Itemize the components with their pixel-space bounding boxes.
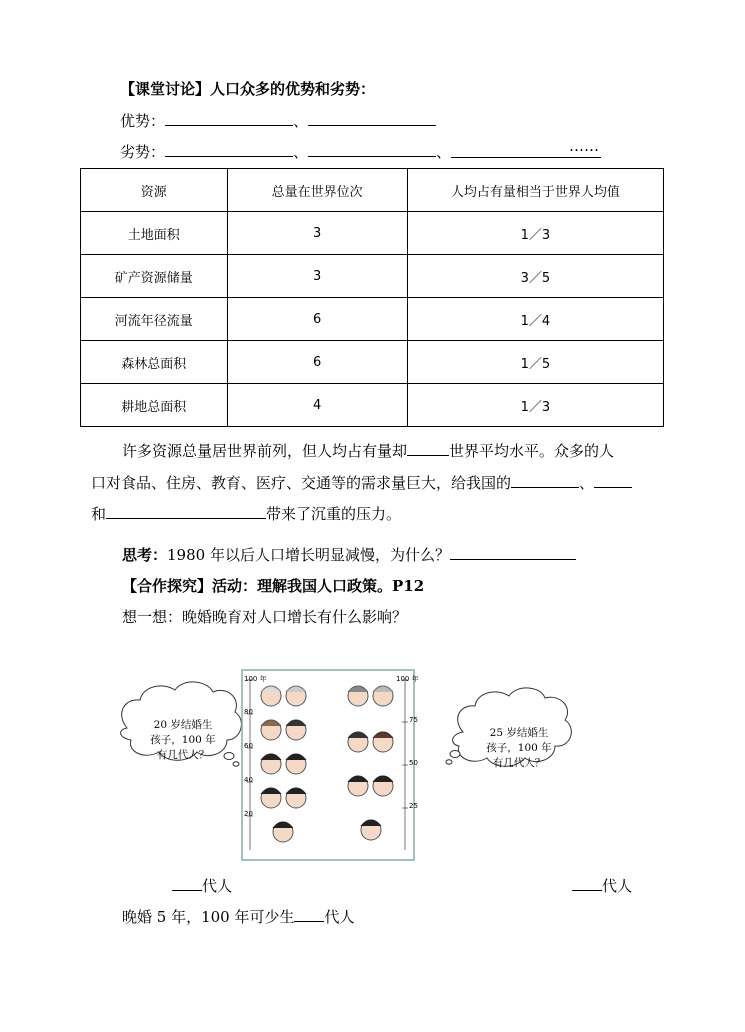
table-cell-resource: 河流年径流量 xyxy=(81,298,228,341)
paragraph-text: 、 xyxy=(579,474,595,492)
table-cell-per-capita: 1／3 xyxy=(407,384,663,427)
paragraph-blank-3[interactable] xyxy=(594,473,632,488)
table-cell-rank: 3 xyxy=(227,212,407,255)
paragraph-line-3 xyxy=(91,503,401,524)
cons-separator-2: 、 xyxy=(436,143,452,161)
late-marriage-text: 晚婚 5 年，100 年可少生 xyxy=(122,908,295,926)
table-cell-resource: 土地面积 xyxy=(81,212,228,255)
cons-line xyxy=(120,137,601,162)
table-cell-rank: 6 xyxy=(227,341,407,384)
right-tick-100: 100 年 xyxy=(396,675,419,683)
pros-label: 优势： xyxy=(120,112,166,130)
resource-table xyxy=(80,168,664,427)
right-tick-50: 50 xyxy=(409,759,418,767)
think-line xyxy=(122,544,576,565)
pros-blank-2[interactable] xyxy=(308,111,436,126)
left-tick-40: 40 xyxy=(244,776,253,784)
paragraph-text: 和 xyxy=(91,505,107,523)
pros-line xyxy=(120,110,436,131)
table-row xyxy=(81,255,664,298)
left-bubble-text xyxy=(135,718,231,763)
pros-blank-1[interactable] xyxy=(165,111,293,126)
paragraph-text: 世界平均水平。众多的人 xyxy=(449,442,615,460)
think-blank[interactable] xyxy=(450,545,576,560)
table-row xyxy=(81,298,664,341)
left-tick-60: 60 xyxy=(244,742,253,750)
cons-blank-2[interactable] xyxy=(308,142,436,157)
table-row xyxy=(81,212,664,255)
right-bubble-line: 25 岁结婚生 xyxy=(489,727,549,739)
table-cell-resource: 矿产资源储量 xyxy=(81,255,228,298)
think-label: 思考： xyxy=(122,546,168,564)
think-text: 1980 年以后人口增长明显减慢，为什么？ xyxy=(167,546,450,564)
table-cell-rank: 4 xyxy=(227,384,407,427)
left-tick-100: 100 年 xyxy=(244,675,267,683)
left-bubble-line: 孩子，100 年 xyxy=(150,734,216,746)
table-header-per-capita: 人均占有量相当于世界人均值 xyxy=(407,169,663,212)
paragraph-line-1 xyxy=(122,440,614,461)
discussion-heading: 【课堂讨论】人口众多的优势和劣势： xyxy=(120,80,376,98)
paragraph-line-2 xyxy=(91,472,632,493)
cons-ellipsis: …… xyxy=(569,137,600,155)
table-header-resource: 资源 xyxy=(81,169,228,212)
left-answer-blank[interactable] xyxy=(172,876,202,891)
paragraph-blank-1[interactable] xyxy=(407,441,449,456)
late-marriage-suffix: 代人 xyxy=(324,908,355,926)
paragraph-blank-4[interactable] xyxy=(106,504,266,519)
paragraph-text: 许多资源总量居世界前列，但人均占有量却 xyxy=(122,442,408,460)
table-header-rank: 总量在世界位次 xyxy=(227,169,407,212)
right-bubble-text xyxy=(470,726,568,771)
paragraph-blank-2[interactable] xyxy=(511,473,579,488)
table-cell-resource: 耕地总面积 xyxy=(81,384,228,427)
right-answer-blank[interactable] xyxy=(572,876,602,891)
cooperate-question: 想一想：晚婚晚育对人口增长有什么影响？ xyxy=(122,608,408,626)
cons-label: 劣势： xyxy=(120,143,166,161)
table-row xyxy=(81,384,664,427)
left-bubble-line: 有几代人？ xyxy=(156,749,210,761)
right-bubble-line: 孩子，100 年 xyxy=(486,742,552,754)
late-marriage-line xyxy=(122,906,355,927)
paragraph-text: 口对食品、住房、教育、医疗、交通等的需求量巨大，给我国的 xyxy=(91,474,512,492)
pros-separator: 、 xyxy=(293,112,309,130)
cons-blank-3[interactable] xyxy=(451,137,601,158)
right-answer xyxy=(572,875,632,896)
table-cell-per-capita: 1／5 xyxy=(407,341,663,384)
right-answer-suffix: 代人 xyxy=(602,877,633,895)
left-tick-20: 20 xyxy=(244,810,253,818)
cooperate-heading: 【合作探究】活动：理解我国人口政策。P12 xyxy=(122,577,425,595)
table-cell-resource: 森林总面积 xyxy=(81,341,228,384)
left-answer xyxy=(172,875,232,896)
left-tick-80: 80 xyxy=(244,708,253,716)
table-cell-per-capita: 3／5 xyxy=(407,255,663,298)
right-tick-25: 25 xyxy=(409,802,418,810)
table-header-row xyxy=(81,169,664,212)
left-bubble-line: 20 岁结婚生 xyxy=(153,719,213,731)
table-row xyxy=(81,341,664,384)
paragraph-text: 带来了沉重的压力。 xyxy=(266,505,402,523)
late-marriage-blank[interactable] xyxy=(294,907,324,922)
right-tick-75: 75 xyxy=(409,716,418,724)
table-cell-per-capita: 1／3 xyxy=(407,212,663,255)
table-cell-rank: 3 xyxy=(227,255,407,298)
cons-blank-1[interactable] xyxy=(165,142,293,157)
table-cell-per-capita: 1／4 xyxy=(407,298,663,341)
left-answer-suffix: 代人 xyxy=(202,877,233,895)
table-cell-rank: 6 xyxy=(227,298,407,341)
right-bubble-line: 有几代人？ xyxy=(492,757,546,769)
cons-separator-1: 、 xyxy=(293,143,309,161)
